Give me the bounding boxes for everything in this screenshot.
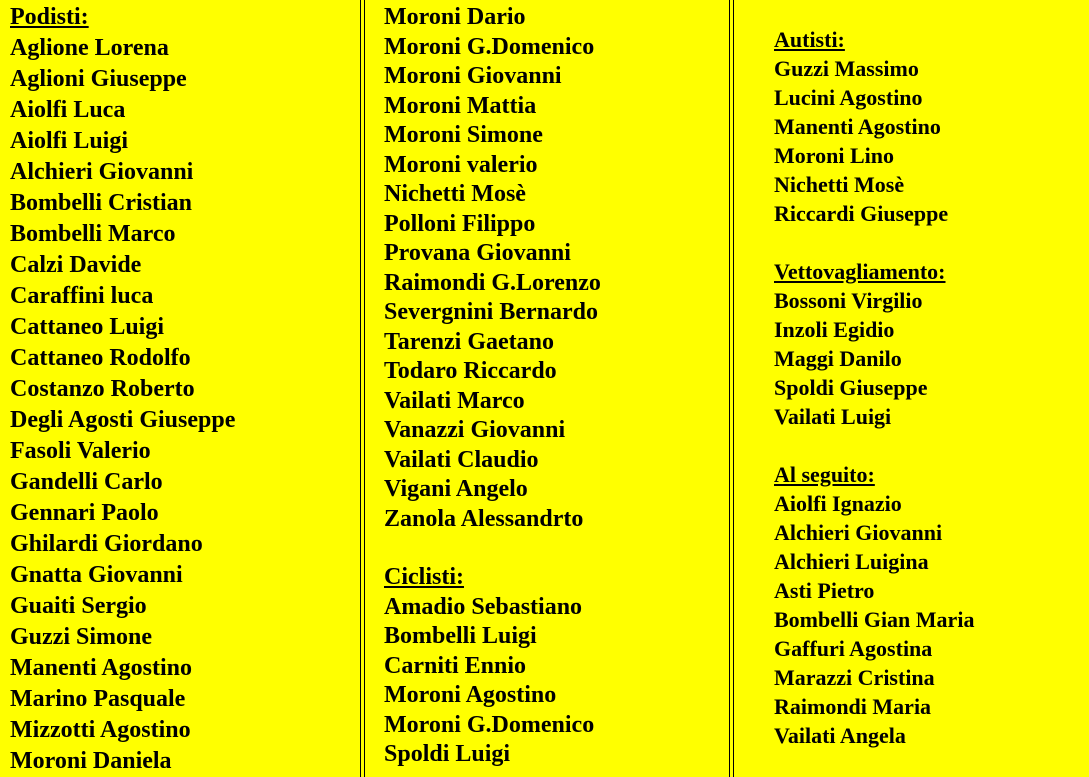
name-entry: Polloni Filippo: [384, 210, 536, 237]
name-entry: Bombelli Luigi: [384, 623, 537, 649]
name-entry: Todaro Riccardo: [384, 358, 557, 384]
name-entry: Mizzotti Agostino: [10, 717, 191, 743]
name-entry: Moroni Daniela: [10, 748, 172, 774]
name-entry: Moroni Lino: [774, 143, 895, 168]
name-entry: Manenti Agostino: [10, 655, 193, 681]
section-title-vettovagliamento: Vettovagliamento:: [774, 259, 946, 284]
name-entry: Riccardi Giuseppe: [774, 201, 949, 226]
column-divider: [729, 0, 730, 777]
column-1: [10, 2, 358, 777]
name-entry: Tarenzi Gaetano: [384, 328, 555, 355]
name-entry: Fasoli Valerio: [10, 438, 151, 464]
name-entry: Moroni G.Domenico: [384, 711, 595, 738]
name-entry: Marino Pasquale: [10, 686, 186, 712]
column-2: [384, 3, 726, 770]
name-entry: Vigani Angelo: [384, 476, 528, 502]
column-divider: [360, 0, 361, 777]
name-entry: Spoldi Luigi: [384, 741, 511, 767]
name-entry: Carniti Ennio: [384, 652, 527, 679]
name-entry: Raimondi G.Lorenzo: [384, 269, 601, 296]
name-entry: Vanazzi Giovanni: [384, 417, 566, 443]
al-seguito-list: [774, 489, 1084, 750]
name-entry: Bombelli Cristian: [10, 190, 193, 216]
name-entry: Guzzi Simone: [10, 624, 152, 650]
name-entry: Amadio Sebastiano: [384, 593, 583, 620]
name-entry: Bombelli Gian Maria: [774, 607, 975, 632]
section-title-podisti: Podisti:: [10, 4, 89, 30]
name-entry: Moroni Mattia: [384, 92, 537, 119]
name-entry: Nichetti Mosè: [774, 172, 905, 197]
section-title-al-seguito: Al seguito:: [774, 462, 875, 487]
name-entry: Calzi Davide: [10, 252, 142, 278]
name-entry: Zanola Alessandrto: [384, 505, 584, 532]
name-entry: Gaffuri Agostina: [774, 636, 933, 661]
column-divider: [364, 0, 365, 777]
name-entry: Bossoni Virgilio: [774, 288, 923, 313]
name-entry: Inzoli Egidio: [774, 317, 895, 342]
name-entry: Ghilardi Giordano: [10, 531, 203, 557]
name-entry: Alchieri Giovanni: [774, 520, 943, 545]
name-entry: Gnatta Giovanni: [10, 562, 183, 588]
name-entry: Marazzi Cristina: [774, 665, 935, 690]
name-entry: Moroni Giovanni: [384, 63, 562, 89]
name-entry: Moroni Agostino: [384, 682, 557, 708]
name-entry: Nichetti Mosè: [384, 181, 526, 207]
name-entry: Moroni G.Domenico: [384, 33, 595, 60]
name-entry: Degli Agosti Giuseppe: [10, 407, 236, 433]
name-entry: Caraffini luca: [10, 283, 154, 309]
name-entry: Alchieri Giovanni: [10, 159, 194, 185]
name-entry: Spoldi Giuseppe: [774, 375, 928, 400]
name-entry: Moroni Dario: [384, 4, 526, 30]
name-entry: Moroni Simone: [384, 122, 543, 148]
name-entry: Lucini Agostino: [774, 85, 923, 110]
podisti-list: [10, 33, 358, 777]
name-entry: Cattaneo Luigi: [10, 314, 165, 340]
name-entry: Aglioni Giuseppe: [10, 66, 187, 92]
section-title-ciclisti: Ciclisti:: [384, 564, 464, 590]
name-entry: Aiolfi Luigi: [10, 128, 129, 154]
name-entry: Provana Giovanni: [384, 240, 571, 266]
column-divider: [733, 0, 734, 777]
autisti-list: [774, 54, 1084, 228]
name-entry: Vailati Claudio: [384, 446, 539, 473]
name-entry: Vailati Angela: [774, 723, 906, 748]
section-title-autisti: Autisti:: [774, 27, 845, 52]
name-entry: Guaiti Sergio: [10, 593, 147, 619]
name-entry: Maggi Danilo: [774, 346, 902, 371]
name-entry: Gennari Paolo: [10, 500, 159, 526]
podisti-cont-list: [384, 3, 726, 534]
name-entry: Aiolfi Ignazio: [774, 491, 902, 516]
name-entry: Manenti Agostino: [774, 114, 941, 139]
name-entry: Vailati Luigi: [774, 404, 892, 429]
ciclisti-list: [384, 593, 726, 770]
vettovagliamento-list: [774, 286, 1084, 431]
name-entry: Costanzo Roberto: [10, 376, 195, 402]
name-entry: Aiolfi Luca: [10, 97, 126, 123]
column-3: [774, 25, 1084, 750]
name-entry: Guzzi Massimo: [774, 56, 919, 81]
name-entry: Alchieri Luigina: [774, 549, 929, 574]
name-entry: Aglione Lorena: [10, 35, 169, 61]
name-entry: Raimondi Maria: [774, 694, 932, 719]
name-entry: Cattaneo Rodolfo: [10, 345, 191, 371]
name-entry: Gandelli Carlo: [10, 469, 163, 495]
name-entry: Vailati Marco: [384, 387, 525, 414]
name-entry: Moroni valerio: [384, 151, 538, 178]
name-entry: Severgnini Bernardo: [384, 299, 598, 325]
name-entry: Asti Pietro: [774, 578, 875, 603]
name-entry: Bombelli Marco: [10, 221, 176, 247]
